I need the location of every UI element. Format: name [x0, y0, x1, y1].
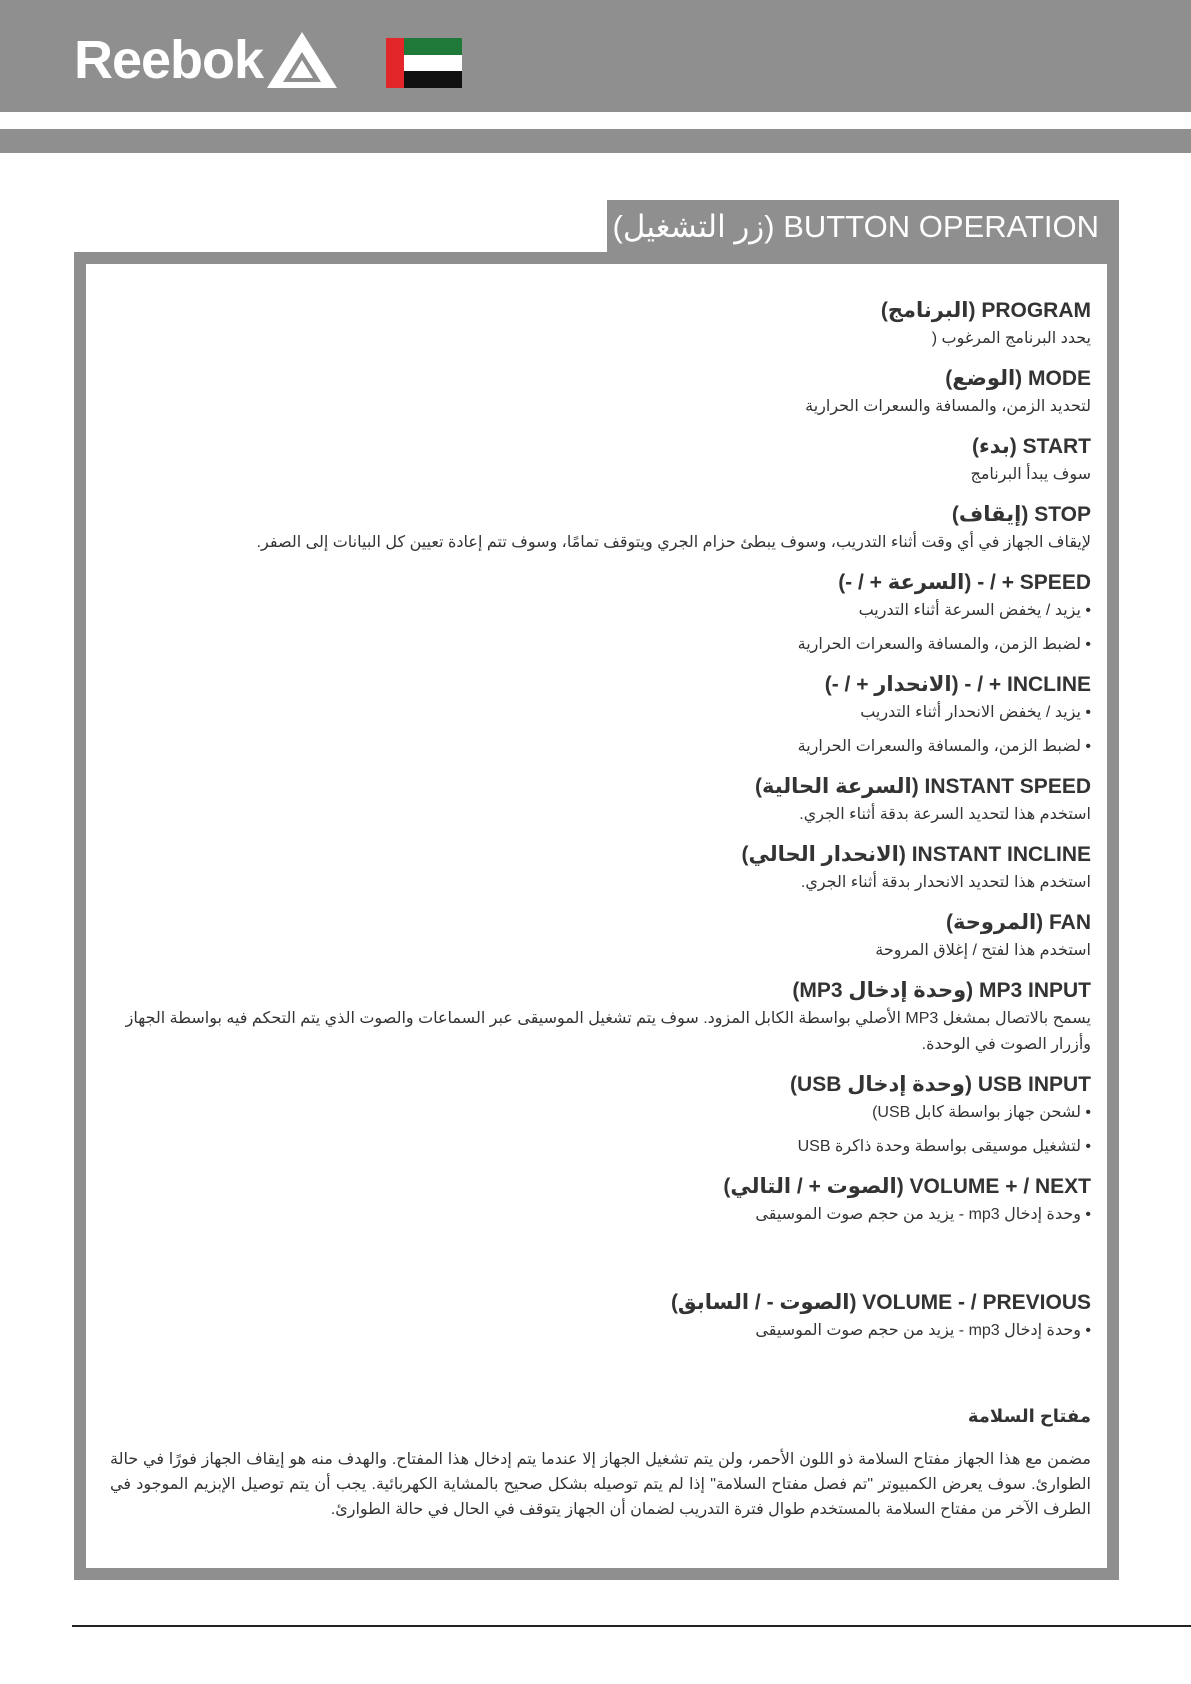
entry-text: لإيقاف الجهاز في أي وقت أثناء التدريب، وسوف يبطئ حزام الجري ويتوقف تمامًا، وسوف تتم إعادة تعيين كل البيانات إلى الصفر.: [256, 534, 1091, 551]
safety-key-section: [110, 1406, 1091, 1522]
entry-instant-incline: [110, 842, 1091, 896]
entry-bullet: • لتشغيل موسيقى بواسطة وحدة ذاكرة USB: [797, 1138, 1091, 1155]
entry-bullet: • لضبط الزمن، والمسافة والسعرات الحرارية: [797, 636, 1091, 653]
page-header: [0, 0, 1191, 112]
entry-heading: INSTANT SPEED (السرعة الحالية): [754, 775, 1091, 798]
entry-text: يسمح بالاتصال بمشغل MP3 الأصلي بواسطة الكابل المزود. سوف يتم تشغيل الموسيقى عبر السماعات والصوت الذي يتم التحكم فيه بواسطة الجهاز وأزرار الصوت في الوحدة.: [125, 1010, 1091, 1053]
entry-heading: PROGRAM (البرنامج): [880, 299, 1091, 322]
entry-text: استخدم هذا لتحديد السرعة بدقة أثناء الجري.: [799, 806, 1091, 823]
entry-speed: [110, 570, 1091, 658]
entry-usb-input: [110, 1072, 1091, 1160]
entry-bullet: • وحدة إدخال mp3 - يزيد من حجم صوت الموسيقى: [755, 1322, 1091, 1339]
entry-heading: INCLINE + / - (الانحدار + / -): [824, 673, 1091, 696]
entry-mode: [110, 366, 1091, 420]
section-title: (زر التشغيل) BUTTON OPERATION: [607, 200, 1119, 254]
entry-heading: VOLUME - / PREVIOUS (الصوت - / السابق): [670, 1291, 1091, 1314]
brand-name: Reebok: [74, 30, 264, 90]
safety-heading: مفتاح السلامة: [967, 1406, 1091, 1426]
entry-bullet: • لشحن جهاز بواسطة كابل USB): [872, 1104, 1091, 1121]
entry-text: سوف يبدأ البرنامج: [970, 466, 1091, 483]
entry-text: استخدم هذا لفتح / إغلاق المروحة: [875, 942, 1091, 959]
entry-text: يحدد البرنامج المرغوب (: [931, 330, 1091, 347]
footer-divider: [72, 1625, 1191, 1627]
entry-heading: START (بدء): [971, 435, 1091, 458]
entry-volume-previous: [110, 1290, 1091, 1344]
header-band: [0, 129, 1191, 153]
entry-fan: [110, 910, 1091, 964]
entry-volume-next: [110, 1174, 1091, 1228]
entry-heading: FAN (المروحة): [946, 911, 1091, 934]
entry-bullet: • لضبط الزمن، والمسافة والسعرات الحرارية: [797, 738, 1091, 755]
entry-heading: USB INPUT (وحدة إدخال USB): [790, 1073, 1091, 1096]
safety-text: مضمن مع هذا الجهاز مفتاح السلامة ذو اللون الأحمر، ولن يتم تشغيل الجهاز إلا عندما يتم إدخال هذا المفتاح. والهدف منه هو إيقاف الجهاز فورًا في حالة الطوارئ. سوف يعرض الكمبيوتر "تم فصل مفتاح السلامة" إذا لم يتم توصيله بشكل صحيح بالمشاية الكهربائية. يجب أن يتم توصيل الإبزيم الموجود في الطرف الآخر من مفتاح السلامة بالمستخدم طوال فترة التدريب لضمان أن الجهاز يتوقف في الحال في حالة الطوارئ.: [110, 1451, 1092, 1518]
entry-stop: [110, 502, 1091, 556]
entry-heading: SPEED + / - (السرعة + / -): [838, 571, 1091, 594]
entry-start: [110, 434, 1091, 488]
delta-logo-icon: [265, 30, 339, 90]
entry-incline: [110, 672, 1091, 760]
entry-bullet: • يزيد / يخفض الانحدار أثناء التدريب: [860, 704, 1091, 721]
entry-text: لتحديد الزمن، والمسافة والسعرات الحرارية: [805, 398, 1091, 415]
entry-text: استخدم هذا لتحديد الانحدار بدقة أثناء الجري.: [800, 874, 1091, 891]
entry-program: [110, 298, 1091, 352]
entry-bullet: • يزيد / يخفض السرعة أثناء التدريب: [858, 602, 1091, 619]
entry-heading: INSTANT INCLINE (الانحدار الحالي): [741, 843, 1091, 866]
entry-heading: MODE (الوضع): [945, 367, 1091, 390]
content-frame: [74, 252, 1119, 1580]
button-operation-list: [110, 298, 1091, 1522]
reebok-logo: [74, 28, 339, 92]
entry-heading: STOP (إيقاف): [951, 503, 1091, 526]
entry-bullet: • وحدة إدخال mp3 - يزيد من حجم صوت الموسيقى: [755, 1206, 1091, 1223]
entry-heading: MP3 INPUT (وحدة إدخال MP3): [792, 979, 1091, 1002]
entry-heading: VOLUME + / NEXT (الصوت + / التالي): [723, 1175, 1091, 1198]
entry-mp3-input: [110, 978, 1091, 1058]
uae-flag-icon: [386, 38, 462, 88]
entry-instant-speed: [110, 774, 1091, 828]
